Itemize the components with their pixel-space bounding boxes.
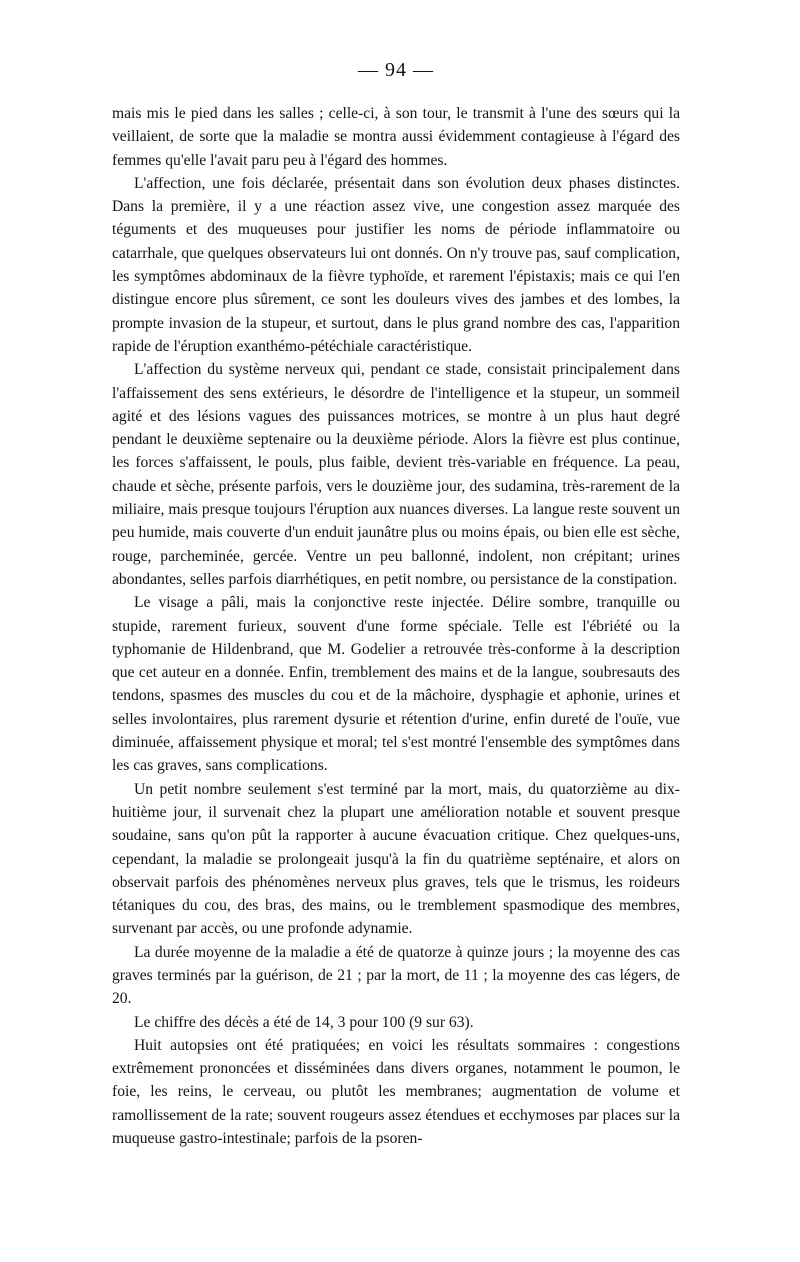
paragraph-7: Le chiffre des décès a été de 14, 3 pour 100 (9 sur 63). bbox=[134, 1013, 474, 1031]
paragraph-6: La durée moyenne de la maladie a été de quatorze à quinze jours ; la moyenne des cas graves terminés par la guérison, de 21 ; par la mort, de 11 ; la moyenne des cas légers, de 20. bbox=[112, 943, 680, 1008]
paragraph-4: Le visage a pâli, mais la conjonctive reste injectée. Délire sombre, tranquille ou stupide, rarement furieux, souvent d'une forme spéciale. Telle est l'ébriété ou la typhomanie de Hildenbrand, que M. Godelier a retrouvée très-conforme à la description que cet auteur en a donnée. Enfin, tremblement des mains et de la langue, soubresauts des tendons, spasmes des muscles du cou et de la mâchoire, dysphagie et aphonie, urines et selles involontaires, plus rarement dysurie et rétention d'urine, enfin dureté de l'ouïe, vue diminuée, affaissement physique et moral; tel s'est montré l'ensemble des symptômes dans les cas graves, sans complications. bbox=[112, 594, 680, 775]
paragraph-2: L'affection, une fois déclarée, présentait dans son évolution deux phases distinctes. Dans la première, il y a une réaction assez vive, une congestion assez marquée des téguments et des muqueuses pour justifier les noms de période inflammatoire ou catarrhale, que quelques observateurs lui ont donnés. On n'y trouve pas, sauf complication, les symptômes abdominaux de la fièvre typhoïde, et rarement l'épistaxis; mais ce qui l'en distingue encore plus sûrement, ce sont les douleurs vives des jambes et des lombes, la prompte invasion de la stupeur, et surtout, dans le plus grand nombre des cas, l'apparition rapide de l'éruption exanthémo-pétéchiale caractéristique. bbox=[112, 174, 680, 355]
paragraph-5: Un petit nombre seulement s'est terminé par la mort, mais, du quatorzième au dix-huitième jour, il survenait chez la plupart une amélioration notable et souvent presque soudaine, sans qu'on pût la rapporter à aucune évacuation critique. Chez quelques-uns, cependant, la maladie se prolongeait jusqu'à la fin du quatrième septénaire, et alors on observait parfois des phénomènes nerveux plus graves, tels que le trismus, les roideurs tétaniques du cou, des bras, des mains, ou le tremblement spasmodique des membres, survenant par accès, ou une profonde adynamie. bbox=[112, 780, 680, 938]
paragraph-8: Huit autopsies ont été pratiquées; en voici les résultats sommaires : congestions extrêmement prononcées et disséminées dans divers organes, notamment le poumon, le foie, les reins, le cerveau, ou plutôt les membranes; augmentation de volume et ramollissement de la rate; souvent rougeurs assez étendues et ecchymoses par places sur la muqueuse gastro-intestinale; parfois de la psoren- bbox=[112, 1036, 680, 1148]
document-page bbox=[112, 58, 680, 1150]
page-number: — 94 — bbox=[358, 59, 434, 81]
paragraph-1: mais mis le pied dans les salles ; celle-ci, à son tour, le transmit à l'une des sœurs qui la veillaient, de sorte que la maladie se montra aussi évidemment contagieuse à l'égard des femmes qu'elle l'avait paru peu à l'égard des hommes. bbox=[112, 105, 680, 169]
paragraph-3: L'affection du système nerveux qui, pendant ce stade, consistait principalement dans l'affaissement des sens extérieurs, le désordre de l'intelligence et la stupeur, un sommeil agité et des lésions vagues des puissances motrices, se montre à un plus haut degré pendant le deuxième septenaire ou la deuxième période. Alors la fièvre est plus continue, les forces s'affaissent, le pouls, plus faible, devient très-variable en fréquence. La peau, chaude et sèche, présente parfois, vers le douzième jour, des sudamina, très-rarement de la miliaire, mais presque toujours l'éruption aux nuances diverses. La langue reste souvent un peu humide, mais couverte d'un enduit jaunâtre plus ou moins épais, ou bien elle est sèche, rouge, parcheminée, gercée. Ventre un peu ballonné, indolent, non crépitant; urines abondantes, selles parfois diarrhétiques, en petit nombre, ou persistance de la constipation. bbox=[112, 361, 680, 588]
